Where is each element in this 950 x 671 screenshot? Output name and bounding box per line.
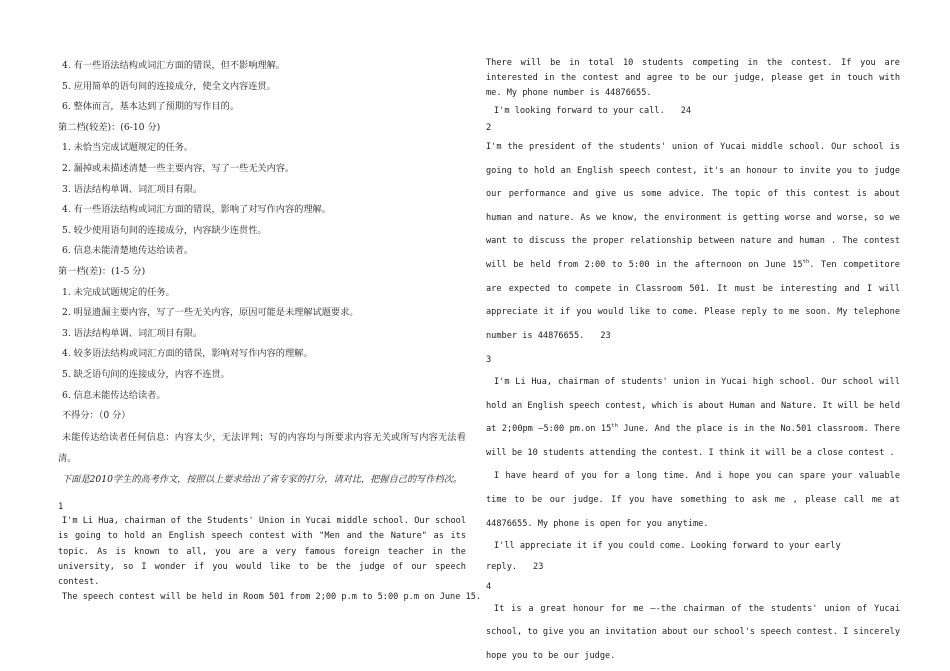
criteria-line: 4. 有一些语法结构或词汇方面的错误，但不影响理解。 bbox=[62, 60, 285, 71]
essay-paragraph bbox=[486, 371, 900, 465]
essay-number: 2 bbox=[486, 122, 492, 133]
essay-paragraph: I'm Li Hua, chairman of the Students' Union in Yucai middle school. Our school is going to hold an English speech contest with "Men and the Nature" as its topic. As is known to all, you are a very famous foreign teacher in the university, so I wonder if you would like to be the judge of our speech contest. bbox=[58, 516, 466, 588]
no-score-paragraph: 未能传达给读者任何信息：内容太少，无法评判；写的内容均与所要求内容无关或所写内容无法看清。 bbox=[58, 431, 466, 464]
essay-number: 4 bbox=[486, 582, 492, 593]
right-column bbox=[486, 56, 900, 669]
criteria-line: 1. 未完成试题规定的任务。 bbox=[62, 286, 175, 298]
essay-score: 23 bbox=[533, 561, 544, 572]
grade-heading: 第二档(较差)：(6-10 分) bbox=[58, 121, 161, 133]
criteria-line: 6. 整体而言，基本达到了预期的写作目的。 bbox=[62, 101, 240, 113]
essay-paragraph: It is a great honour for me —-the chairman of the students' union of Yucai school, to give you an invitation about our school's speech contest. I sincerely hope you to be our judge. bbox=[486, 603, 900, 662]
essay-text: June. And the place is in the No.501 classroom. There will be 10 students attending the contest. I think it will be a close contest . bbox=[486, 424, 900, 458]
essay-score: 23 bbox=[600, 330, 611, 341]
essay-paragraph: There will be in total 10 students competing in the contest. If you are interested in the contest and agree to be our judge, please get in touch with me. My phone number is 44876655. bbox=[486, 58, 900, 99]
closing-text: I'm looking forward to your call. bbox=[494, 105, 665, 116]
essay-text: I'm Li Hua, chairman of students' union in Yucai high school. Our school will hold an English speech contest, which is about Human and Nature. It will be held at 2;00pm —5:00 pm.on 15 bbox=[486, 376, 900, 435]
essay-paragraph: The speech contest will be held in Room 501 from 2;00 p.m to 5:00 p.m on June 15. bbox=[62, 592, 482, 603]
criteria-line: 5. 应用简单的语句间的连接成分，使全文内容连贯。 bbox=[62, 80, 276, 92]
criteria-line: 3. 语法结构单调、词汇项目有限。 bbox=[62, 327, 203, 339]
criteria-line: 2. 漏掉或未描述清楚一些主要内容，写了一些无关内容。 bbox=[62, 162, 295, 174]
intro-italic-paragraph: 下面是2010学生的高考作文，按照以上要求给出了省专家的打分，请对比，把握自己的写作档次。 bbox=[62, 473, 463, 485]
criteria-line: 4. 较多语法结构或词汇方面的错误，影响对写作内容的理解。 bbox=[62, 348, 313, 360]
ordinal-suffix: th bbox=[802, 259, 810, 266]
criteria-line: 6. 信息未能传达给读者。 bbox=[62, 389, 166, 401]
closing-text: I'll appreciate it if you could come. Looking forward to your early reply. bbox=[486, 541, 841, 572]
essay-closing bbox=[486, 104, 900, 119]
essay-score: 24 bbox=[680, 105, 692, 116]
essay-number: 1 bbox=[58, 502, 64, 513]
grade-heading: 第一档(差)：(1-5 分) bbox=[58, 265, 146, 277]
criteria-line: 5. 较少使用语句间的连接成分，内容缺少连贯性。 bbox=[62, 224, 267, 236]
criteria-line: 1. 未恰当完成试题规定的任务。 bbox=[62, 142, 194, 154]
criteria-line: 3. 语法结构单调、词汇项目有限。 bbox=[62, 183, 203, 195]
essay-paragraph bbox=[486, 136, 900, 348]
ordinal-suffix: th bbox=[611, 423, 618, 430]
essay-text: . Ten competitore are expected to compete in Classroom 501. It must be interesting and I will appreciate it if you would like to come. Please reply to me soon. My telephone number is 44876655. bbox=[486, 259, 900, 341]
no-score-heading: 不得分：（0 分） bbox=[62, 410, 131, 422]
criteria-line: 5. 缺乏语句间的连接成分，内容不连贯。 bbox=[62, 368, 230, 380]
criteria-line: 6. 信息未能清楚地传达给读者。 bbox=[62, 245, 194, 257]
essay-number: 3 bbox=[486, 355, 492, 366]
left-column bbox=[58, 56, 482, 606]
criteria-line: 4. 有一些语法结构或词汇方面的错误，影响了对写作内容的理解。 bbox=[62, 204, 331, 216]
essay-paragraph: I have heard of you for a long time. And i hope you can spare your valuable time to be our judge. If you have something to ask me , please call me at 44876655. My phone is open for you anytime. bbox=[486, 471, 900, 529]
criteria-line: 2. 明显遗漏主要内容，写了一些无关内容，原因可能是未理解试题要求。 bbox=[62, 307, 359, 319]
essay-closing bbox=[486, 536, 900, 577]
essay-text: I'm the president of the students' union of Yucai middle school. Our school is going to hold an English speech contest, it's an honour to invite you to judge our performance and give us some advice. The topic of this contest is about human and nature. As we know, the environment is getting worse and worse, so we want to discuss the proper relationship between nature and human . The contest will be held from 2:00 to 5:00 in the afternoon on June 15 bbox=[486, 142, 900, 270]
